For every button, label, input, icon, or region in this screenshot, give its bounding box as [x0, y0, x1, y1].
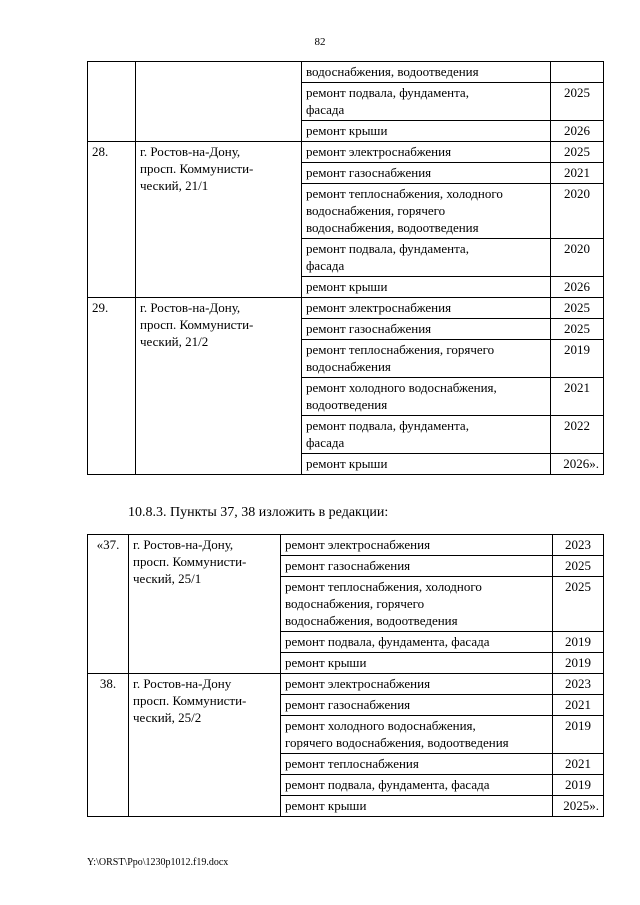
work-cell: ремонт газоснабжения — [281, 695, 553, 716]
work-cell: ремонт электроснабжения — [281, 535, 553, 556]
work-cell: ремонт подвала, фундамента, фасада — [302, 416, 551, 454]
work-cell: ремонт крыши — [281, 653, 553, 674]
repair-schedule-table-continued — [87, 61, 604, 475]
year-cell: 2019 — [553, 716, 604, 754]
work-cell: ремонт газоснабжения — [302, 319, 551, 340]
work-cell: ремонт крыши — [302, 277, 551, 298]
address-cell: г. Ростов-на-Дону, просп. Коммунисти- ческий, 25/1 — [129, 535, 281, 674]
work-cell: ремонт подвала, фундамента, фасада — [281, 632, 553, 653]
year-cell: 2019 — [553, 653, 604, 674]
year-cell — [551, 62, 604, 83]
year-cell: 2026». — [551, 454, 604, 475]
address-cell: г. Ростов-на-Дону, просп. Коммунисти- ческий, 21/1 — [136, 142, 302, 298]
work-cell: ремонт крыши — [281, 796, 553, 817]
year-cell: 2023 — [553, 674, 604, 695]
work-cell: ремонт холодного водоснабжения, горячего водоснабжения, водоотведения — [281, 716, 553, 754]
year-cell: 2021 — [551, 378, 604, 416]
repair-schedule-table-amended — [87, 534, 604, 817]
work-cell: ремонт подвала, фундамента, фасада — [281, 775, 553, 796]
year-cell: 2025 — [553, 556, 604, 577]
work-cell: ремонт крыши — [302, 121, 551, 142]
table-row — [88, 62, 604, 83]
number-cell: 29. — [88, 298, 136, 475]
year-cell: 2025 — [551, 319, 604, 340]
number-cell: «37. — [88, 535, 129, 674]
work-cell: ремонт электроснабжения — [302, 142, 551, 163]
table-row — [88, 142, 604, 163]
work-cell: ремонт электроснабжения — [281, 674, 553, 695]
amendment-paragraph: 10.8.3. Пункты 37, 38 изложить в редакции: — [128, 505, 389, 520]
work-cell: ремонт электроснабжения — [302, 298, 551, 319]
number-cell: 28. — [88, 142, 136, 298]
year-cell: 2020 — [551, 184, 604, 239]
work-cell: ремонт крыши — [302, 454, 551, 475]
work-cell: ремонт подвала, фундамента, фасада — [302, 83, 551, 121]
year-cell: 2025». — [553, 796, 604, 817]
year-cell: 2026 — [551, 277, 604, 298]
year-cell: 2025 — [551, 298, 604, 319]
work-cell: ремонт холодного водоснабжения, водоотведения — [302, 378, 551, 416]
number-cell: 38. — [88, 674, 129, 817]
year-cell: 2025 — [553, 577, 604, 632]
year-cell: 2021 — [553, 754, 604, 775]
year-cell: 2025 — [551, 142, 604, 163]
year-cell: 2025 — [551, 83, 604, 121]
work-cell: ремонт газоснабжения — [281, 556, 553, 577]
address-cell — [136, 62, 302, 142]
work-cell: ремонт подвала, фундамента, фасада — [302, 239, 551, 277]
address-cell: г. Ростов-на-Дону, просп. Коммунисти- ческий, 21/2 — [136, 298, 302, 475]
table-row — [88, 298, 604, 319]
year-cell: 2019 — [553, 632, 604, 653]
file-path-footer: Y:\ORST\Ppo\1230p1012.f19.docx — [87, 857, 229, 868]
year-cell: 2023 — [553, 535, 604, 556]
table-row — [88, 535, 604, 556]
page-number: 82 — [314, 36, 326, 48]
work-cell: ремонт теплоснабжения, горячего водоснабжения — [302, 340, 551, 378]
work-cell: ремонт теплоснабжения — [281, 754, 553, 775]
year-cell: 2019 — [553, 775, 604, 796]
year-cell: 2026 — [551, 121, 604, 142]
year-cell: 2021 — [553, 695, 604, 716]
year-cell: 2022 — [551, 416, 604, 454]
work-cell: ремонт газоснабжения — [302, 163, 551, 184]
work-cell: ремонт теплоснабжения, холодного водоснабжения, горячего водоснабжения, водоотведения — [281, 577, 553, 632]
work-cell: ремонт теплоснабжения, холодного водоснабжения, горячего водоснабжения, водоотведения — [302, 184, 551, 239]
table-row — [88, 674, 604, 695]
year-cell: 2019 — [551, 340, 604, 378]
year-cell: 2020 — [551, 239, 604, 277]
work-cell: водоснабжения, водоотведения — [302, 62, 551, 83]
address-cell: г. Ростов-на-Дону просп. Коммунисти- ческий, 25/2 — [129, 674, 281, 817]
number-cell — [88, 62, 136, 142]
year-cell: 2021 — [551, 163, 604, 184]
